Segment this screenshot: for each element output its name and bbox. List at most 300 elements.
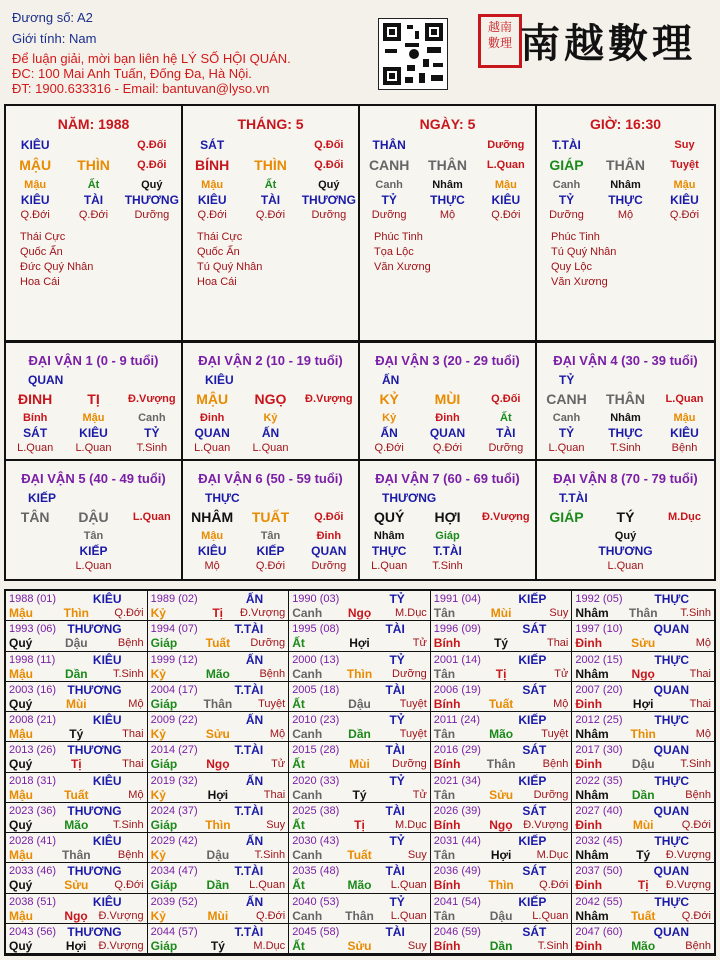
year-god: TỶ xyxy=(389,894,405,909)
pillar-states-cell: Q.Đới xyxy=(20,209,50,221)
year-cell xyxy=(148,652,290,682)
year-cell xyxy=(572,742,714,772)
dai-van-states-cell: L.Quan xyxy=(194,442,231,454)
dai-van-gods-cell: KIÊU xyxy=(670,426,699,440)
dai-van-stem xyxy=(6,510,181,525)
pillar-hidden-cell: Quý xyxy=(318,179,340,191)
pillar-title: NĂM: 1988 xyxy=(57,116,130,132)
year-detail xyxy=(9,636,144,650)
year-head xyxy=(151,683,286,697)
year-label: 2028 (41) xyxy=(9,835,57,847)
year-label: 2027 (40) xyxy=(575,804,623,817)
year-branch: Sửu xyxy=(64,878,89,893)
year-cell xyxy=(6,652,148,682)
pillar-title: GIỜ: 16:30 xyxy=(589,116,662,132)
dai-van-states-cell: Bệnh xyxy=(671,442,698,454)
year-cell xyxy=(148,863,290,893)
pillar-stem xyxy=(183,158,358,173)
year-god: T.TÀI xyxy=(234,743,264,758)
dai-van-hidden-cell: Mậu xyxy=(82,412,105,424)
year-label: 2005 (18) xyxy=(292,683,340,696)
year-god: ẤN xyxy=(245,652,264,667)
year-god: KIẾP xyxy=(518,592,547,606)
year-god: THỰC xyxy=(654,713,689,727)
dai-van-states-cell: Dưỡng xyxy=(488,442,524,454)
dai-van-stem-cell: TỊ xyxy=(87,391,100,407)
year-god: SÁT xyxy=(522,682,547,697)
dai-van-gods-cell: ẤN xyxy=(380,426,398,440)
dai-van-gods-cell: THỰC xyxy=(608,426,643,440)
year-god: TÀI xyxy=(385,803,405,818)
year-label: 2004 (17) xyxy=(150,683,198,696)
year-label: 2015 (28) xyxy=(292,744,340,757)
pillar-hidden xyxy=(537,178,714,193)
dai-van-hidden xyxy=(183,529,358,544)
pillar-states xyxy=(183,208,358,223)
year-branch: Sửu xyxy=(347,938,372,953)
year-head xyxy=(575,774,711,788)
year-state: Tử xyxy=(554,667,569,680)
year-god: TÀI xyxy=(385,924,405,939)
dai-van-stem-cell: M.Dục xyxy=(668,511,701,523)
year-branch: Dậu xyxy=(489,908,513,923)
dai-van-stem xyxy=(6,392,181,407)
year-state: Đ.Vượng xyxy=(665,849,711,861)
year-label: 2011 (24) xyxy=(433,714,481,726)
year-head xyxy=(151,774,286,788)
year-label: 2013 (26) xyxy=(9,744,57,757)
year-cell xyxy=(572,712,714,742)
year-detail xyxy=(292,848,427,862)
pillar-hidden-cell: Mậu xyxy=(494,179,517,191)
year-detail xyxy=(434,818,569,832)
year-detail xyxy=(575,667,711,681)
year-state: Đ.Vượng xyxy=(665,879,711,892)
year-detail xyxy=(292,878,427,892)
year-god: QUAN xyxy=(653,622,689,637)
dai-van-gods xyxy=(183,426,358,441)
year-stem: Mậu xyxy=(9,727,33,741)
year-cell xyxy=(431,621,573,651)
year-head xyxy=(434,653,569,667)
pillar-stars xyxy=(197,230,262,290)
pillar-states-cell: Dưỡng xyxy=(134,209,170,221)
year-branch: Dần xyxy=(206,878,230,893)
year-detail xyxy=(434,636,569,650)
dai-van-hidden-cell: Bính xyxy=(22,412,48,424)
year-state: Bệnh xyxy=(117,849,144,861)
dai-van-hidden-cell: Kỷ xyxy=(382,412,397,424)
dai-van-title: ĐẠI VẬN 3 (20 - 29 tuổi) xyxy=(375,353,520,368)
pillar-states-cell: Q.Đới xyxy=(197,209,227,221)
dai-van-stem-cell: NGỌ xyxy=(254,391,287,407)
year-branch: Mão xyxy=(489,727,514,741)
year-stem: Canh xyxy=(292,666,323,681)
dai-van-gods xyxy=(537,426,714,441)
year-stem: Nhâm xyxy=(575,787,609,802)
year-detail xyxy=(434,909,569,923)
year-god: TỶ xyxy=(389,834,405,848)
year-label: 2045 (58) xyxy=(292,925,340,938)
year-state: M.Dục xyxy=(536,849,569,861)
dai-van-hidden xyxy=(537,411,714,426)
year-label: 2001 (14) xyxy=(433,653,481,666)
dai-van-hidden-cell: Tân xyxy=(83,530,104,542)
pillar-hidden-cell: Nhâm xyxy=(432,179,463,191)
dai-van-gods-cell: T.TÀI xyxy=(433,544,462,558)
year-stem: Canh xyxy=(292,727,323,741)
pillar-gods-cell: KIÊU xyxy=(197,193,227,207)
year-state: Mộ xyxy=(128,697,144,710)
pillar-title: THÁNG: 5 xyxy=(237,116,304,132)
year-state: Mộ xyxy=(128,788,144,801)
year-god: KIẾP xyxy=(518,713,547,727)
dai-van-hidden-cell: Đinh xyxy=(199,412,225,424)
year-god: SÁT xyxy=(522,864,547,879)
pillar-hidden-cell: Quý xyxy=(141,179,163,191)
dai-van-states xyxy=(183,559,358,574)
year-detail xyxy=(292,636,427,650)
year-detail xyxy=(575,636,711,650)
year-stem: Đinh xyxy=(575,817,603,832)
year-label: 2024 (37) xyxy=(150,804,198,817)
year-state: Thai xyxy=(689,697,711,710)
year-cell xyxy=(431,924,573,954)
year-label: 2006 (19) xyxy=(433,683,481,696)
year-branch: Tị xyxy=(637,878,649,893)
year-branch: Hợi xyxy=(349,636,370,651)
pillar-stem-cell: CANH xyxy=(368,157,410,173)
year-detail xyxy=(575,697,711,711)
phone-email-line: ĐT: 1900.633316 - Email: bantuvan@lyso.vn xyxy=(12,81,270,96)
year-head xyxy=(434,622,569,636)
pillar-top-cell: Dưỡng xyxy=(487,139,525,151)
year-cell xyxy=(289,591,431,621)
year-label: 1999 (12) xyxy=(150,653,198,666)
year-god: TÀI xyxy=(385,622,405,637)
year-detail xyxy=(9,757,144,771)
year-god: QUAN xyxy=(653,864,689,879)
year-cell xyxy=(6,863,148,893)
year-stem: Quý xyxy=(9,938,33,953)
dai-van-stem xyxy=(537,392,714,407)
year-god: TỶ xyxy=(389,713,405,727)
dai-van-states-cell: Dưỡng xyxy=(311,560,347,572)
year-god: ẤN xyxy=(245,592,264,606)
year-head xyxy=(575,834,711,848)
year-stem: Ất xyxy=(292,636,305,651)
pillar-stars xyxy=(374,230,431,275)
year-detail xyxy=(575,939,711,953)
year-branch: Mùi xyxy=(349,757,370,772)
year-stem: Bính xyxy=(433,757,461,772)
year-stem: Mậu xyxy=(9,666,33,681)
dai-van-3 xyxy=(360,343,537,459)
pillar-states-cell: Dưỡng xyxy=(549,209,584,221)
year-label: 2031 (44) xyxy=(433,835,481,847)
dai-van-hidden-cell: Đinh xyxy=(435,412,460,424)
year-state: Mộ xyxy=(553,697,569,710)
year-cell xyxy=(6,712,148,742)
year-stem: Bính xyxy=(433,817,461,832)
dai-van-god: QUAN xyxy=(28,373,64,387)
year-state: Dưỡng xyxy=(392,758,427,771)
year-god: TÀI xyxy=(385,743,405,758)
year-god: ẤN xyxy=(245,773,264,788)
dai-van-stem-cell: L.Quan xyxy=(132,511,171,523)
dai-van-stem-cell: THÂN xyxy=(606,391,645,407)
year-state: T.Sinh xyxy=(680,758,711,771)
dai-van-god: THỰC xyxy=(205,491,240,505)
dai-van-title: ĐẠI VẬN 6 (50 - 59 tuổi) xyxy=(198,471,343,486)
year-god: T.TÀI xyxy=(234,622,264,637)
pillar-states-cell: Q.Đới xyxy=(255,209,286,221)
year-cell xyxy=(6,833,148,863)
dai-van-hidden-cell: Ất xyxy=(500,412,512,424)
year-detail xyxy=(575,788,711,802)
pillar-stars xyxy=(551,230,616,290)
year-god: QUAN xyxy=(653,924,689,939)
year-stem: Mậu xyxy=(9,787,33,802)
dai-van-stem-cell: Đ.Vượng xyxy=(128,393,176,405)
year-god: THƯƠNG xyxy=(67,864,122,879)
pillar-stem-cell: THÂN xyxy=(606,157,645,173)
pillar-gods xyxy=(183,193,358,208)
year-god: T.TÀI xyxy=(234,864,264,879)
year-god: THỰC xyxy=(654,894,689,909)
dai-van-gods-cell: KIẾP xyxy=(79,544,108,558)
contact-note: Để luận giải, mời bạn liên hệ LÝ SỐ HỘI QUÁN. xyxy=(12,51,291,66)
year-god: T.TÀI xyxy=(234,803,264,818)
dai-van-states-cell: L.Quan xyxy=(75,442,112,454)
year-label: 2043 (56) xyxy=(9,925,57,938)
star-item: Phúc Tinh xyxy=(551,231,600,243)
year-label: 2023 (36) xyxy=(9,804,57,817)
dai-van-gods-cell: THƯƠNG xyxy=(598,544,653,558)
dai-van-hidden xyxy=(6,529,181,544)
year-stem: Tân xyxy=(433,666,456,681)
qr-code-icon[interactable] xyxy=(378,18,448,90)
year-cell xyxy=(6,894,148,924)
year-branch: Tuất xyxy=(347,848,372,862)
year-detail xyxy=(434,727,569,741)
year-label: 2026 (39) xyxy=(433,804,481,817)
year-head xyxy=(292,622,427,636)
year-god: KIẾP xyxy=(518,773,547,788)
year-stem: Tân xyxy=(433,727,456,741)
year-stem: Quý xyxy=(9,878,33,893)
dai-van-states-cell: Q.Đới xyxy=(255,560,286,572)
year-branch: Mùi xyxy=(632,817,654,832)
pillar-stem-cell: Tuyệt xyxy=(670,159,699,171)
year-label: 2041 (54) xyxy=(433,895,481,908)
year-head xyxy=(292,592,427,606)
year-label: 1989 (02) xyxy=(150,593,198,605)
pillar-top-cell: THÂN xyxy=(372,138,406,152)
pillar-gods-cell: TÀI xyxy=(260,193,281,207)
year-head xyxy=(292,743,427,757)
year-state: Tử xyxy=(271,758,286,771)
year-cell xyxy=(572,894,714,924)
year-detail xyxy=(151,878,286,892)
year-detail xyxy=(575,818,711,832)
year-stem: Đinh xyxy=(575,878,603,893)
dai-van-7 xyxy=(360,461,537,579)
pillar-top-cell: T.TÀI xyxy=(552,138,581,152)
pillar-hidden-cell: Mậu xyxy=(201,179,224,191)
year-detail xyxy=(434,848,569,862)
star-item: Quy Lộc xyxy=(551,261,592,273)
year-branch: Ngọ xyxy=(347,606,372,620)
year-stem: Đinh xyxy=(575,757,603,772)
year-god: THƯƠNG xyxy=(67,743,122,758)
year-head xyxy=(434,834,569,848)
dai-van-states-cell: L.Quan xyxy=(548,442,585,454)
year-cell xyxy=(431,591,573,621)
pillar-top xyxy=(6,138,181,153)
year-label: 2008 (21) xyxy=(9,714,57,726)
year-branch: Tị xyxy=(70,757,82,772)
dai-van-gods xyxy=(537,544,714,559)
year-cell xyxy=(431,863,573,893)
year-head xyxy=(292,834,427,848)
year-stem: Giáp xyxy=(150,757,178,772)
year-cell xyxy=(289,682,431,712)
dai-van-6 xyxy=(183,461,360,579)
dai-van-stem xyxy=(360,510,535,525)
year-state: Q.Đới xyxy=(681,909,711,922)
year-god: KIÊU xyxy=(92,773,122,788)
year-branch: Dậu xyxy=(64,636,88,651)
year-head xyxy=(9,683,144,697)
year-head xyxy=(575,864,711,878)
dai-van-gods xyxy=(360,426,535,441)
year-state: Đ.Vượng xyxy=(98,909,144,922)
year-god: THƯƠNG xyxy=(67,622,122,637)
year-god: THƯƠNG xyxy=(67,803,122,818)
year-label: 1997 (10) xyxy=(575,623,623,636)
dai-van-god: ẤN xyxy=(382,373,400,387)
dai-van-title: ĐẠI VẬN 2 (10 - 19 tuổi) xyxy=(198,353,343,368)
year-stem: Mậu xyxy=(9,606,33,620)
year-branch: Ngọ xyxy=(489,817,513,832)
year-stem: Kỷ xyxy=(150,727,166,741)
year-stem: Giáp xyxy=(150,696,178,711)
year-head xyxy=(9,834,144,848)
dai-van-god: T.TÀI xyxy=(559,491,588,505)
year-cell xyxy=(572,682,714,712)
dai-van-hidden xyxy=(360,411,535,426)
year-stem: Canh xyxy=(292,908,323,923)
dai-van-states xyxy=(537,441,714,456)
year-god: TỶ xyxy=(389,652,405,667)
year-god: KIÊU xyxy=(92,894,122,909)
star-item: Thái Cực xyxy=(20,231,66,243)
pillar-states-cell: Mộ xyxy=(617,209,634,221)
dai-van-states-cell: L.Quan xyxy=(17,442,54,454)
year-cell xyxy=(572,621,714,651)
pillar-stem xyxy=(537,158,714,173)
year-detail xyxy=(292,909,427,923)
year-head xyxy=(575,592,711,606)
year-head xyxy=(9,622,144,636)
pillar-states-cell: Q.Đới xyxy=(491,209,521,221)
dai-van-stem xyxy=(183,392,358,407)
star-item: Tú Quý Nhân xyxy=(197,261,263,273)
year-cell xyxy=(289,833,431,863)
year-branch: Mùi xyxy=(207,908,229,923)
pillar-stem-cell: Q.Đối xyxy=(314,159,344,171)
dai-van-stem-cell: NHÂM xyxy=(191,509,234,525)
dai-van-gods-cell: QUAN xyxy=(311,544,347,558)
year-branch: Dần xyxy=(631,787,655,802)
dai-van-gods-cell: QUAN xyxy=(194,426,230,440)
year-stem: Tân xyxy=(433,908,456,923)
year-state: Thai xyxy=(122,728,144,740)
year-head xyxy=(292,774,427,788)
year-head xyxy=(292,895,427,909)
year-head xyxy=(9,653,144,667)
year-label: 2038 (51) xyxy=(9,895,57,908)
pillar-top-cell: Q.Đối xyxy=(137,139,167,151)
year-label: 2030 (43) xyxy=(292,835,340,847)
year-cell xyxy=(289,863,431,893)
year-head xyxy=(434,864,569,878)
dai-van-stem-cell: Đ.Vượng xyxy=(305,393,353,405)
dai-van-hidden-cell: Canh xyxy=(138,412,166,424)
year-stem: Tân xyxy=(433,848,456,862)
dai-van-gods-cell: TỶ xyxy=(144,426,160,440)
year-label: 2020 (33) xyxy=(292,774,340,787)
pillar-gods-cell: TÀI xyxy=(83,193,104,207)
year-detail xyxy=(9,606,144,620)
dai-van-gods-cell: SÁT xyxy=(23,426,48,440)
dai-van-hidden-cell: Nhâm xyxy=(373,530,405,542)
year-state: Q.Đới xyxy=(255,909,286,922)
year-state: T.Sinh xyxy=(113,667,144,680)
year-detail xyxy=(292,697,427,711)
year-state: Thai xyxy=(546,637,569,650)
year-head xyxy=(575,743,711,757)
year-cell xyxy=(289,894,431,924)
year-god: ẤN xyxy=(245,894,264,909)
year-branch: Mão xyxy=(631,938,656,953)
year-head xyxy=(9,743,144,757)
year-label: 2000 (13) xyxy=(292,653,340,666)
year-stem: Nhâm xyxy=(575,606,609,620)
year-stem: Giáp xyxy=(150,878,178,893)
year-head xyxy=(434,592,569,606)
year-label: 2025 (38) xyxy=(292,804,340,817)
year-stem: Mậu xyxy=(9,908,33,923)
year-detail xyxy=(151,697,286,711)
star-item: Quốc Ấn xyxy=(20,246,63,258)
year-detail xyxy=(434,878,569,892)
year-god: THƯƠNG xyxy=(67,682,122,697)
pillar-hidden-cell: Ất xyxy=(264,179,277,191)
year-label: 2007 (20) xyxy=(575,683,623,696)
dai-van-states-cell: T.Sinh xyxy=(432,560,463,572)
dai-van-states xyxy=(183,441,358,456)
year-branch: Tị xyxy=(495,666,507,681)
pillar-top-cell: SÁT xyxy=(200,138,225,152)
year-head xyxy=(575,622,711,636)
dai-van-hidden xyxy=(6,411,181,426)
year-stem: Ất xyxy=(292,757,305,772)
year-god: SÁT xyxy=(522,743,547,758)
pillar-hidden-cell: Nhâm xyxy=(610,179,641,191)
year-god: KIÊU xyxy=(92,592,122,606)
